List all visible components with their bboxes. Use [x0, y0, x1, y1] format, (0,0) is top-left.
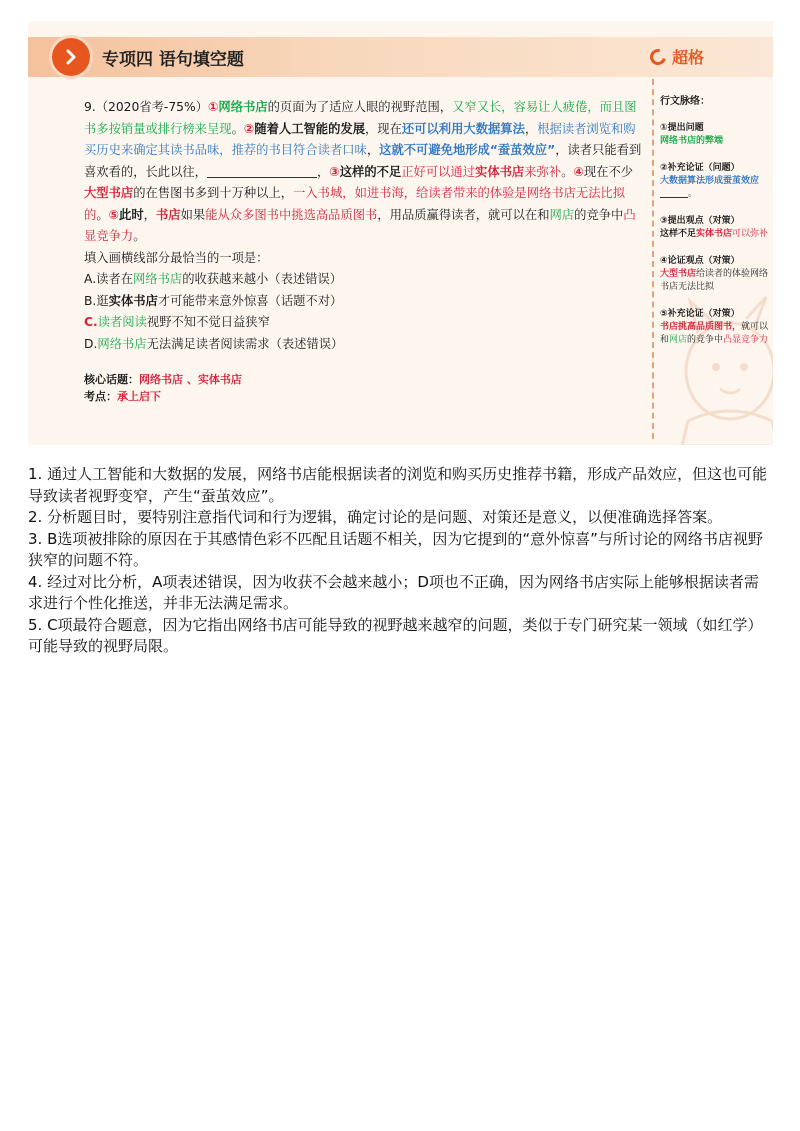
note-item: 3. B选项被排除的原因在于其感情色彩不匹配且话题不相关，因为它提到的“意外惊喜”与所讨论的网络书店视野狭窄的问题不符。: [28, 529, 763, 569]
note-item: 4. 经过对比分析，A项表述错误，因为收获不会越来越小；D项也不正确，因为网络书店实际上能够根据读者需求进行个性化推送，并非无法满足需求。: [28, 572, 759, 612]
outline-item-1: [660, 122, 770, 148]
text-run: 现在不少: [583, 164, 634, 179]
text-run: ，: [316, 164, 330, 179]
outline-heading: ④论证观点（对策）: [660, 256, 740, 266]
text-run: ，: [524, 121, 538, 136]
outline-blank: [660, 188, 688, 198]
outline-item-3: [660, 215, 770, 241]
exam-point: [84, 388, 242, 405]
sentence-marker: ④: [573, 164, 584, 179]
text-run: ，用品质赢得读者，就可以在和: [377, 207, 550, 222]
keyword: 大型书店: [84, 186, 134, 200]
keyword: 实体书店: [475, 164, 525, 179]
note-item: 2. 分析题目时，要特别注意指代词和行为逻辑，确定讨论的是问题、对策还是意义，以便准确选择答案。: [28, 508, 723, 526]
outline-text: 实体书店: [696, 229, 733, 239]
keyword: 网店: [549, 207, 575, 222]
core-topic-label: 核心话题：: [84, 373, 139, 386]
outline-title: 行文脉络：: [660, 96, 710, 107]
text-run: ，: [366, 143, 380, 157]
sentence-marker: ③: [329, 164, 340, 179]
text-run: 如果: [180, 207, 206, 222]
option-text: C.: [84, 315, 98, 329]
exam-point-label: 考点：: [84, 390, 117, 403]
option-text: 无法满足读者阅读需求（表述错误）: [146, 336, 344, 351]
text-run: 。: [561, 164, 574, 179]
outline-item-4: [660, 255, 770, 294]
outline-text: 。: [688, 189, 698, 199]
outline-text: 的竞争中: [687, 335, 724, 345]
outline-text: 可以弥补: [732, 229, 769, 239]
text-run: 的在售图书多到十万种以上，: [133, 186, 294, 200]
question-meta: [84, 371, 242, 405]
sentence-marker: ②: [243, 121, 255, 136]
keyword: 这样的不足: [339, 164, 402, 179]
sentence-marker: ①: [208, 100, 219, 114]
option-text: B.逛: [84, 293, 109, 308]
outline-heading: ③提出观点（对策）: [660, 216, 740, 226]
keyword: 这就不可避免地形成“蚕茧效应”: [379, 143, 556, 157]
option-text: A.读者在: [84, 272, 133, 286]
option-keyword: 实体书店: [108, 293, 158, 308]
brand-logo: [650, 45, 704, 68]
question-prompt: 填入画横线部分最恰当的一项是：: [84, 250, 269, 265]
text-run: ，读者只能看到喜欢看的，长此以往，: [84, 143, 642, 179]
option-d: [84, 334, 644, 356]
analysis-notes: [28, 464, 773, 658]
keyword: 还可以利用大数据算法: [401, 121, 525, 136]
question-number: 9.: [84, 100, 96, 114]
outline-text: 大型书店: [660, 269, 697, 279]
option-text: 的收获越来越小（表述错误）: [182, 272, 343, 286]
core-topic: [84, 371, 242, 388]
core-topic-value: 网络书店 、实体书店: [139, 373, 242, 386]
question-source: （2020省考-75%）: [95, 100, 208, 114]
text-run: 能从众多图书中挑选高品质图书: [205, 207, 378, 222]
outline-text: 凸显竞争力: [723, 335, 769, 345]
keyword: 此时: [119, 207, 144, 222]
text-run: 的竞争中: [574, 207, 624, 222]
option-keyword: 网络书店: [97, 336, 147, 351]
option-b: [84, 291, 644, 313]
outline-panel: [660, 95, 770, 361]
question-stem: [84, 97, 644, 248]
outline-text: 给读者的体验网络书店无法比拟: [660, 269, 769, 292]
note-item: 1. 通过人工智能和大数据的发展，网络书店能根据读者的浏览和购买历史推荐书籍，形成产品效应，但这也可能导致读者视野变窄，产生“蚕茧效应”。: [28, 465, 768, 505]
keyword: 书店: [155, 207, 181, 222]
outline-text: 书店挑高品质图书，: [660, 322, 742, 332]
option-text: D.: [84, 336, 98, 351]
text-run: 而且图书多按销量或排行榜来呈现: [84, 100, 637, 136]
option-a: [84, 269, 644, 291]
outline-text: 这样不足: [660, 229, 697, 239]
text-run: 的页面为了适应人眼的视野范围，: [267, 100, 453, 114]
option-text: 才可能带来意外惊喜（话题不对）: [157, 293, 343, 308]
outline-heading: ①提出问题: [660, 123, 704, 133]
question-body: [84, 97, 644, 355]
text-run: 来弥补: [524, 164, 562, 179]
outline-text: 就可以和: [660, 322, 769, 345]
dashed-divider: [652, 79, 654, 439]
text-run: 一入书城，如进书海，给读者带来的体验是网络书店无法比拟的: [84, 186, 626, 222]
text-run: 凸显竞争力: [84, 207, 636, 243]
brand-logo-text: 超格: [672, 48, 705, 67]
text-run: ，现在: [365, 121, 402, 136]
text-run: 正好可以通过: [401, 164, 476, 179]
outline-text: 网店: [669, 335, 688, 345]
option-keyword: 网络书店: [133, 272, 183, 286]
chevron-right-icon: [62, 48, 80, 66]
text-run: 根据读者浏览和购买历史来确定其读书品味，推荐的书目符合读者口味: [84, 121, 636, 157]
answer-blank: [207, 164, 317, 178]
sentence-marker: ⑤: [108, 207, 120, 222]
outline-heading: ⑤补充论证（对策）: [660, 309, 740, 319]
keyword: 随着人工智能的发展: [254, 121, 365, 136]
outline-heading: ②补充论证（问题）: [660, 163, 740, 173]
text-run: ，: [143, 207, 156, 222]
text-run: 。: [96, 207, 109, 222]
brand-logo-icon: [647, 46, 669, 68]
option-keyword: 读者阅读: [97, 315, 147, 329]
outline-item-2: [660, 162, 770, 201]
note-item: 5. C项最符合题意，因为它指出网络书店可能导致的视野越来越窄的问题，类似于专门研究某一领域（如红学）可能导致的视野局限。: [28, 615, 763, 655]
outline-item-5: [660, 308, 770, 347]
header-badge: [52, 38, 90, 76]
exam-point-value: 承上启下: [117, 390, 161, 403]
outline-text: 网络书店的弊端: [660, 136, 724, 146]
outline-text: 大数据算法形成蚕茧效应: [660, 176, 760, 186]
text-run: 。: [231, 121, 244, 136]
question-slide: [28, 21, 773, 445]
keyword: 网络书店: [218, 100, 268, 114]
page-title: 专项四 语句填空题: [102, 50, 244, 70]
text-run: 又窄又长，容易让人疲倦，: [452, 100, 600, 114]
option-c: [84, 312, 644, 334]
option-text: 视野不知不觉日益狭窄: [146, 315, 270, 329]
text-run: 。: [133, 229, 146, 243]
